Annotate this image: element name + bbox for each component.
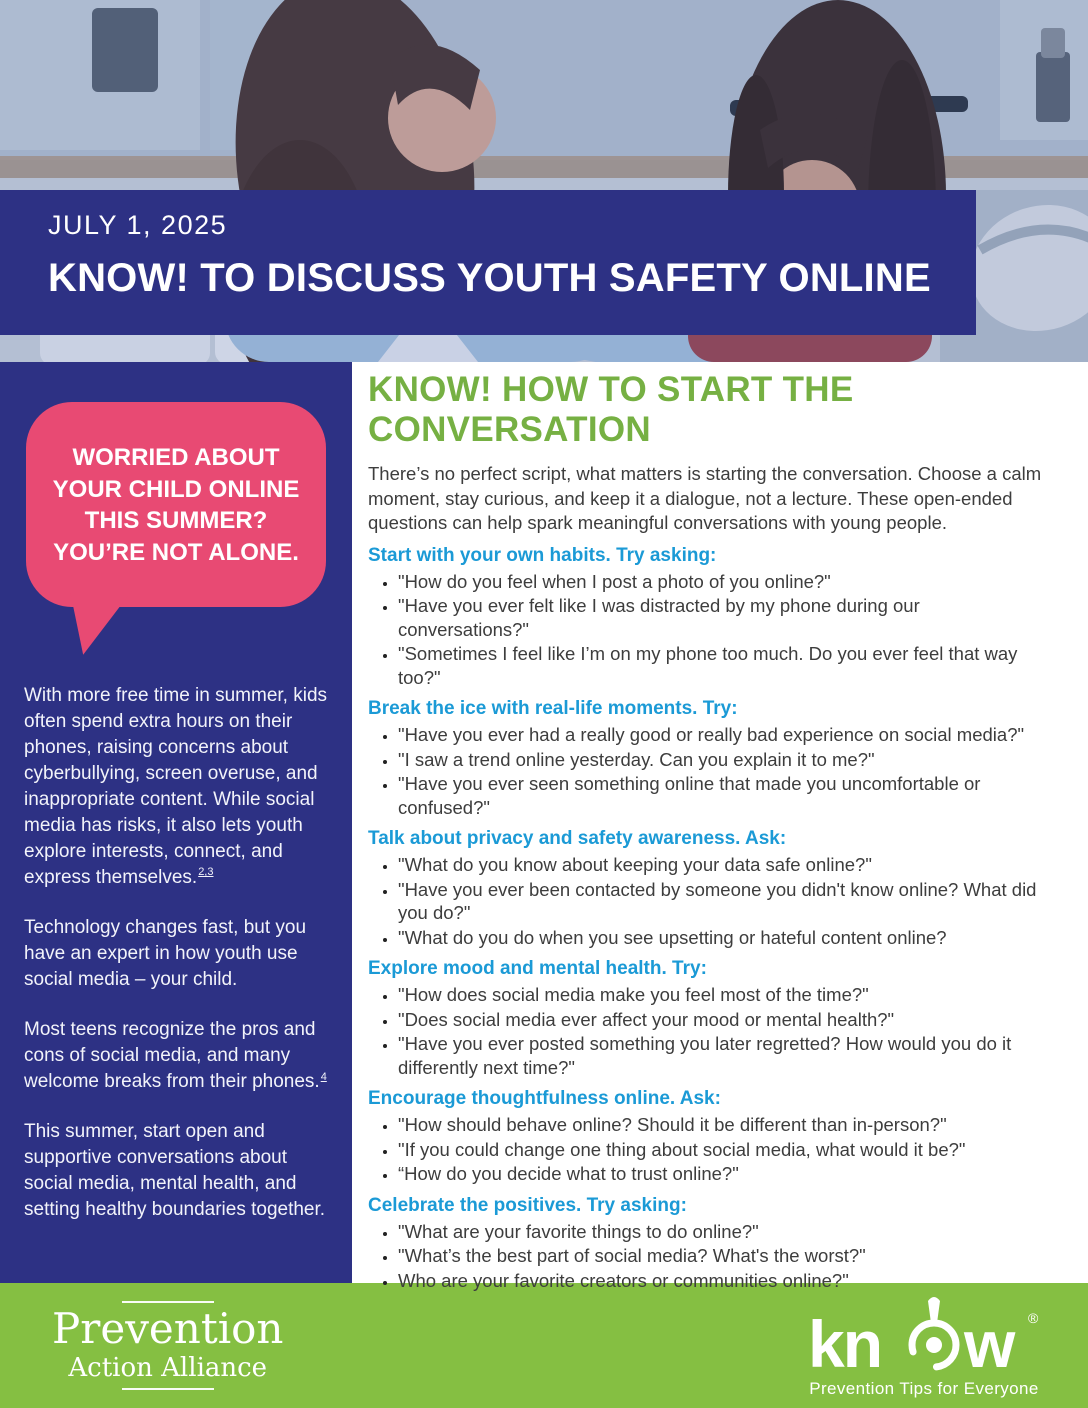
question-item: • "How do you feel when I post a photo of you online?" <box>398 570 1040 594</box>
question-item: • "Have you ever felt like I was distracted by my phone during our conversations?" <box>398 594 1040 641</box>
know-logo <box>806 1293 1042 1399</box>
citation-link[interactable]: 2,3 <box>198 866 214 879</box>
question-section <box>368 1195 1070 1293</box>
section-heading: Explore mood and mental health. Try: <box>368 958 707 979</box>
question-item: • "Have you ever been contacted by someone you didn't know online? What did you do?" <box>398 878 1040 925</box>
content-row <box>0 362 1088 1291</box>
sections <box>368 545 1070 1293</box>
question-item: • “How do you decide what to trust online?" <box>398 1162 1040 1186</box>
paa-logo-line1: Prevention <box>52 1304 284 1354</box>
footer <box>0 1283 1088 1408</box>
registered-mark: ® <box>1028 1309 1039 1326</box>
footer-rule-top <box>122 1301 214 1303</box>
know-logo-icon <box>806 1293 1042 1379</box>
know-tagline: Prevention Tips for Everyone <box>809 1378 1039 1398</box>
issue-date: JULY 1, 2025 <box>48 210 228 240</box>
know-logo-w: w <box>964 1306 1014 1379</box>
speech-bubble-text: WORRIED ABOUT YOUR CHILD ONLINE THIS SUMMER? YOU’RE NOT ALONE. <box>52 444 300 567</box>
question-item: • "Have you ever seen something online that made you uncomfortable or confused?" <box>398 772 1040 819</box>
question-item: • "How should behave online? Should it be different than in-person?" <box>398 1113 1040 1137</box>
question-section <box>368 1088 1070 1186</box>
speech-bubble <box>26 402 326 607</box>
question-item: • "If you could change one thing about social media, what would it be?" <box>398 1138 1040 1162</box>
footer-rule-bottom <box>122 1388 214 1390</box>
question-list <box>380 723 1070 819</box>
intro-paragraph: There’s no perfect script, what matters is starting the conversation. Choose a calm moment, stay curious, and keep it a dialogue, not a lecture. These open-ended questions can help spark meaningful conversations with young people. <box>368 463 1042 533</box>
question-item: • Who are your favorite creators or communities online?" <box>398 1269 1040 1293</box>
question-section <box>368 698 1070 819</box>
section-heading: Start with your own habits. Try asking: <box>368 544 717 566</box>
sidebar-paragraph: Technology changes fast, but you have an expert in how youth use social media – your child. <box>24 916 307 990</box>
question-list <box>380 1220 1070 1293</box>
question-list <box>380 853 1070 949</box>
question-item: • "What do you know about keeping your data safe online?" <box>398 853 1040 877</box>
sidebar-paragraphs <box>24 683 328 1223</box>
question-item: • "Sometimes I feel like I’m on my phone too much. Do you ever feel that way too?" <box>398 642 1040 689</box>
paa-logo-line2: Action Alliance <box>68 1353 268 1384</box>
hero-photo <box>0 0 1088 362</box>
sidebar-paragraph: With more free time in summer, kids often spend extra hours on their phones, raising concerns about cyberbullying, screen overuse, and inappropriate content. While social media has risks, it also lets youth explore interests, connect, and express themselves.$^{2,3}$ <box>24 684 328 888</box>
prevention-action-alliance-logo <box>52 1301 283 1390</box>
know-logo-o-exclamation-icon <box>912 1297 956 1367</box>
sidebar-paragraph: This summer, start open and supportive conversations about social media, mental health, and setting healthy boundaries together. <box>24 1120 326 1220</box>
main-content <box>352 362 1088 1291</box>
section-heading: Talk about privacy and safety awareness. Ask: <box>368 828 787 849</box>
question-section <box>368 545 1070 690</box>
question-item: • "Does social media ever affect your mood or mental health?" <box>398 1008 1040 1032</box>
question-item: • "Have you ever posted something you later regretted? How would you do it differently next time?" <box>398 1032 1040 1079</box>
question-list <box>380 570 1070 690</box>
section-heading: Break the ice with real-life moments. Try: <box>368 698 738 719</box>
question-item: • "What do you do when you see upsetting or hateful content online? <box>398 926 1040 950</box>
page-title: KNOW! TO DISCUSS YOUTH SAFETY ONLINE <box>48 256 931 300</box>
question-item: • "How does social media make you feel most of the time?" <box>398 983 1040 1007</box>
sidebar-paragraph: Most teens recognize the pros and cons of social media, and many welcome breaks from their phones.$^4$ <box>24 1018 327 1092</box>
question-item: • "What are your favorite things to do online?" <box>398 1220 1040 1244</box>
citation-link[interactable]: 4 <box>320 1070 327 1083</box>
question-item: • "I saw a trend online yesterday. Can you explain it to me?" <box>398 748 1040 772</box>
question-item: • "What’s the best part of social media? What's the worst?" <box>398 1244 1040 1268</box>
question-section <box>368 828 1070 949</box>
know-logo-kn: kn <box>808 1306 882 1379</box>
sidebar <box>0 362 352 1283</box>
question-item: • "Have you ever had a really good or really bad experience on social media?" <box>398 723 1040 747</box>
section-title: KNOW! HOW TO START THE CONVERSATION <box>368 370 854 449</box>
question-list <box>380 983 1070 1079</box>
section-heading: Celebrate the positives. Try asking: <box>368 1194 687 1216</box>
question-list <box>380 1113 1070 1186</box>
title-banner <box>0 190 976 335</box>
question-section <box>368 958 1070 1079</box>
section-heading: Encourage thoughtfulness online. Ask: <box>368 1088 721 1109</box>
